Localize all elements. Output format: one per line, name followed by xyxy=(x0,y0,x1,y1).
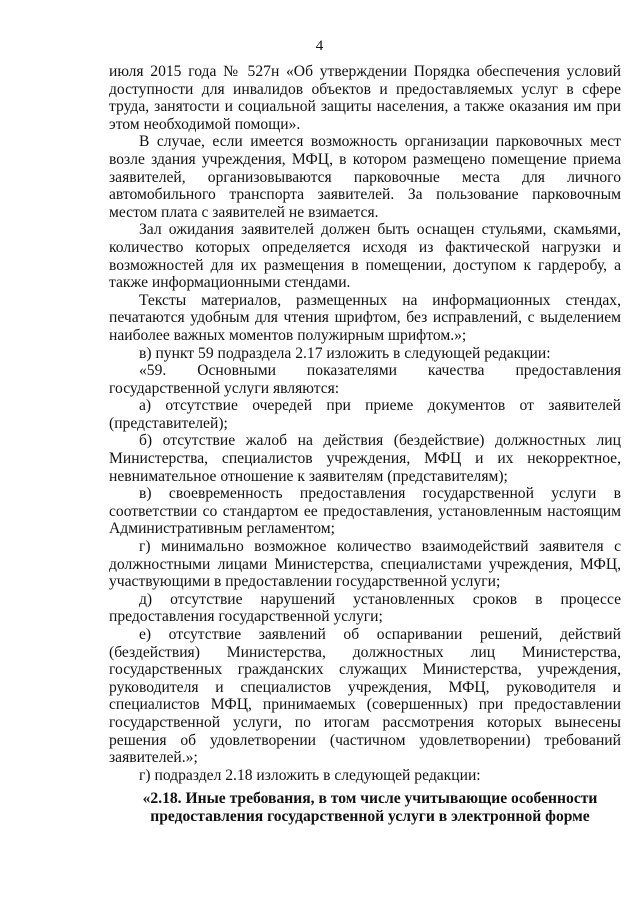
document-body xyxy=(109,63,621,826)
paragraph: г) минимально возможное количество взаимодействий заявителя с должностными лицами Министерства, специалистами учреждения, МФЦ, участвующими в предоставлении государственной услуги; xyxy=(109,538,621,591)
paragraph: В случае, если имеется возможность организации парковочных мест возле здания учреждения, МФЦ, в котором размещено помещение приема заявителей, организовываются парковочные места для личного автомобильного транспорта заявителей. За пользование парковочным местом плата с заявителей не взимается. xyxy=(109,133,621,221)
paragraph: в) своевременность предоставления государственной услуги в соответствии со стандартом ее предоставления, установленным настоящим Административным регламентом; xyxy=(109,485,621,538)
paragraph: в) пункт 59 подраздела 2.17 изложить в следующей редакции: xyxy=(139,344,551,362)
paragraph: Тексты материалов, размещенных на информационных стендах, печатаются удобным для чтения шрифтом, без исправлений, с выделением наиболее важных моментов полужирным шрифтом.»; xyxy=(109,291,621,344)
section-heading: «2.18. Иные требования, в том числе учитывающие особенности предоставления государственной услуги в электронной форме xyxy=(142,790,598,825)
paragraph: д) отсутствие нарушений установленных сроков в процессе предоставления государственной услуги; xyxy=(109,590,621,626)
paragraph: е) отсутствие заявлений об оспаривании решений, действий (бездействия) Министерства, должностных лиц Министерства, государственных гражданских служащих Министерства, учреждения, руководителя и специалистов учреждения, МФЦ, руководителя и специалистов МФЦ, принимаемых (совершенных) при предоставлении государственной услуги, по итогам рассмотрения которых вынесены решения об удовлетворении (частичном удовлетворении) требований заявителей.»; xyxy=(109,626,621,767)
paragraph: б) отсутствие жалоб на действия (бездействие) должностных лиц Министерства, специалистов учреждения, МФЦ и их некорректное, невнимательное отношение к заявителям (представителям); xyxy=(109,432,621,485)
paragraph: Зал ожидания заявителей должен быть оснащен стульями, скамьями, количество которых определяется исходя из фактической нагрузки и возможностей для их размещения в помещении, доступом к гардеробу, а также информационными стендами. xyxy=(109,221,621,292)
page-number: 4 xyxy=(315,38,324,54)
paragraph: г) подраздел 2.18 изложить в следующей редакции: xyxy=(139,766,481,784)
paragraph: а) отсутствие очередей при приеме документов от заявителей (представителей); xyxy=(109,397,621,432)
paragraph: июля 2015 года № 527н «Об утверждении Порядка обеспечения условий доступности для инвалидов объектов и предоставляемых услуг в сфере труда, занятости и социальной защиты населения, а также оказания им при этом необходимой помощи». xyxy=(109,63,621,133)
paragraph: «59. Основными показателями качества предоставления государственной услуги являются: xyxy=(109,362,621,397)
